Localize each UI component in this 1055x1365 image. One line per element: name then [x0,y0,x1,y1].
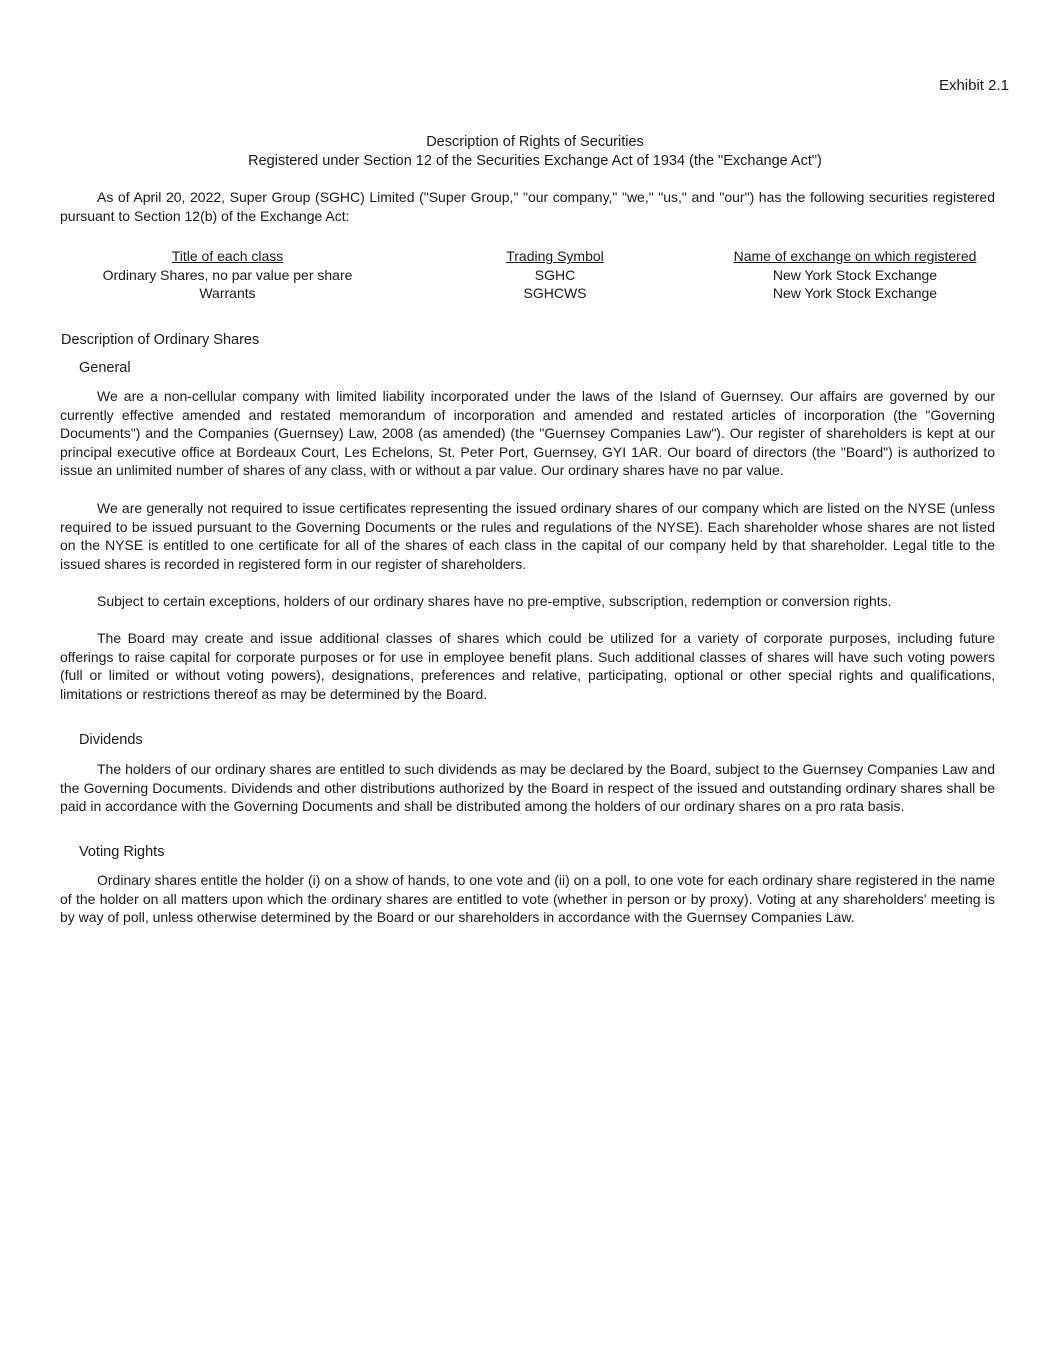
title-line-1: Description of Rights of Securities [426,134,644,150]
exchange-cell: New York Stock Exchange [772,285,938,302]
dividends-heading: Dividends [79,732,143,748]
general-paragraph-3: Subject to certain exceptions, holders of our ordinary shares have no pre-emptive, subscription, redemption or conversion rights. [97,593,892,609]
symbol-cell: SGHC [534,266,576,283]
securities-table [60,247,995,303]
exhibit-label: Exhibit 2.1 [938,77,1009,94]
class-title-cell: Warrants [199,285,256,302]
class-title-cell: Ordinary Shares, no par value per share [102,266,353,283]
voting-rights-paragraph: Ordinary shares entitle the holder (i) on a show of hands, to one vote and (ii) on a poll, to one vote for each ordinary share registered in the name of the holder on all matters upon which the ordinary shares are entitled to vote (whether in person or by proxy). Voting at any shareholders' meeting is by way of poll, unless otherwise determined by the Board or our shareholders in accordance with the Guernsey Companies Law. [60,872,995,926]
header-title-of-class: Title of each class [171,248,284,265]
table-row [60,266,995,285]
general-heading: General [79,360,131,376]
title-line-2: Registered under Section 12 of the Securities Exchange Act of 1934 (the "Exchange Act") [248,153,822,169]
exchange-cell: New York Stock Exchange [772,266,938,283]
voting-rights-heading: Voting Rights [79,844,165,860]
general-paragraph-4: The Board may create and issue additional classes of shares which could be utilized for a variety of corporate purposes, including future offerings to raise capital for corporate purposes or for use in employee benefit plans. Such additional classes of shares will have such voting powers (full or limited or without voting powers), designations, preferences and relative, participating, optional or other special rights and qualifications, limitations or restrictions thereof as may be determined by the Board. [60,630,995,702]
symbol-cell: SGHCWS [523,285,587,302]
document-title [0,133,1055,171]
table-row [60,284,995,303]
table-header-row [60,247,995,266]
general-paragraph-1: We are a non-cellular company with limited liability incorporated under the laws of the Island of Guernsey. Our affairs are governed by our currently effective amended and restated memorandum of incorporation and amended and restated articles of incorporation (the "Governing Documents") and the Companies (Guernsey) Law, 2008 (as amended) (the "Guernsey Companies Law"). Our register of shareholders is kept at our principal executive office at Bordeaux Court, Les Echelons, St. Peter Port, Guernsey, GYI 1AR. Our board of directors (the "Board") is authorized to issue an unlimited number of shares of any class, with or without a par value. Our ordinary shares have no par value. [60,388,995,479]
general-paragraph-2: We are generally not required to issue certificates representing the issued ordinary shares of our company which are listed on the NYSE (unless required to be issued pursuant to the Governing Documents or the rules and regulations of the NYSE). Each shareholder whose shares are not listed on the NYSE is entitled to one certificate for all of the shares of each class in the capital of our company held by that shareholder. Legal title to the issued shares is recorded in registered form in our register of shareholders. [60,500,995,572]
dividends-paragraph: The holders of our ordinary shares are entitled to such dividends as may be declared by the Board, subject to the Guernsey Companies Law and the Governing Documents. Dividends and other distributions authorized by the Board in respect of the issued and outstanding ordinary shares shall be paid in accordance with the Governing Documents and shall be distributed among the holders of our ordinary shares on a pro rata basis. [60,761,995,815]
header-exchange-name: Name of exchange on which registered [733,248,977,265]
intro-paragraph: As of April 20, 2022, Super Group (SGHC) Limited ("Super Group," "our company," "we," "us," and "our") has the following securities registered pursuant to Section 12(b) of the Exchange Act: [60,189,995,224]
ordinary-shares-heading: Description of Ordinary Shares [61,332,260,348]
header-trading-symbol: Trading Symbol [506,248,604,265]
